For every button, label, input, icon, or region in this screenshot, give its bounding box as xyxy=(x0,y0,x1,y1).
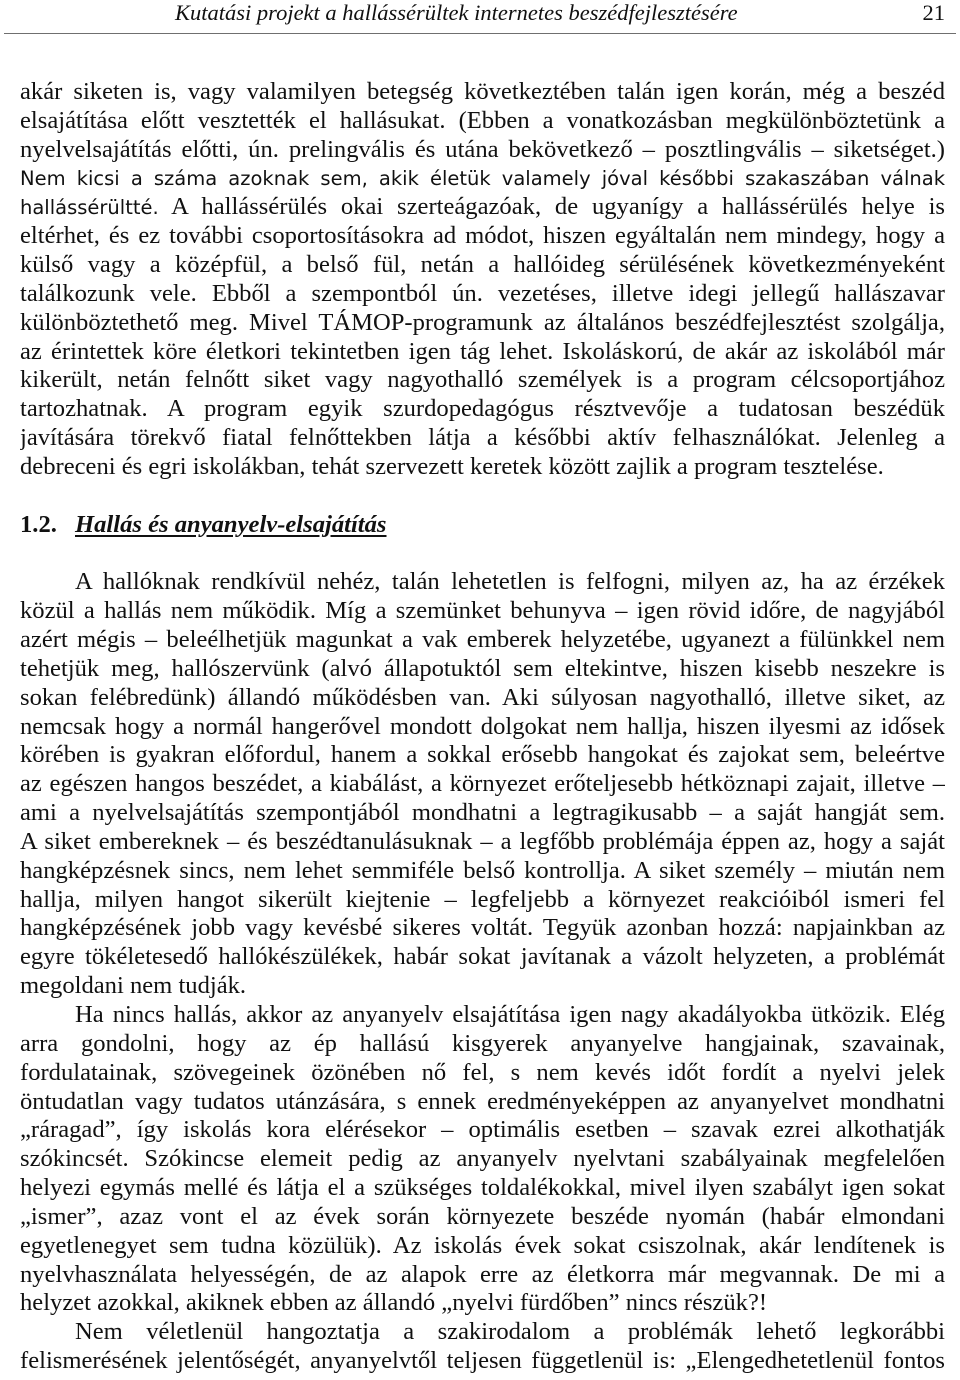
text-line: egyetlenegyet sem tudna közülük). Az iskolás évek sokat csiszolnak, akár lendítenek is xyxy=(20,1231,945,1259)
running-header-title: Kutatási projekt a hallássérültek internetes beszédfejlesztésére xyxy=(175,0,738,25)
paragraph xyxy=(20,568,945,1001)
text-line: tartozhatnak. A program egyik szurdopedagógus résztvevője a tudatosan beszédük xyxy=(20,395,945,423)
text-line: kikerült, netán felnőtt siket vagy nagyothalló személyek is a program célcsoportjához xyxy=(20,366,945,394)
text-line: Nem kicsi a száma azoknak sem, akik életük valamely jóval későbbi szakaszában válnak xyxy=(20,166,945,190)
text-line: helyezi egymás mellé és látja el a szükséges toldalékokkal, mivel ilyen szabályt igen sokat xyxy=(20,1174,945,1202)
text-line: elsajátítása előtt vesztették el hallásukat. (Ebben a vonatkozásban megkülönböztetünk a xyxy=(20,106,945,134)
text-line: tehetjük meg, hallószervünk (alvó állapotuktól sem eltekintve, hiszen kisebb neszekre is xyxy=(20,654,945,682)
paragraph xyxy=(20,1318,945,1376)
header-rule xyxy=(4,33,956,34)
text-line: A siket embereknek – és beszédtanulásuknak – a legfőbb problémája éppen az, hogy a saját xyxy=(20,827,945,855)
running-header xyxy=(0,0,960,34)
text-line: külső vagy a középfül, a belső fül, netán a hallóideg sérülésének következményeként xyxy=(20,251,945,279)
section-title: Hallás és anyanyelv-elsajátítás xyxy=(75,510,387,538)
text-line: az érintettek köre életkori tekintetben igen tág lehet. Iskoláskorú, de akár az iskolából már xyxy=(20,337,945,365)
text-line: nyelvhasználata helyességén, de az alapok erre az életkorra már megvannak. De mi a xyxy=(20,1260,945,1288)
text-line: debreceni és egri iskolákban, tehát szervezett keretek között zajlik a program tesztelése. xyxy=(20,452,884,480)
text-line: találkozunk vele. Ebből a szempontból ún. vezetéses, illetve idegi jellegű hallászavar xyxy=(20,279,945,307)
text-line: szókincsét. Szókincse elemeit pedig az anyanyelv nyelvtani szabályainak megfelelően xyxy=(20,1145,945,1173)
section-heading xyxy=(20,511,945,540)
text-line: különböztethető meg. Mivel TÁMOP-programunk az általános beszédfejlesztést szolgálja, xyxy=(20,308,945,336)
text-line: helyzet azokkal, akiknek ebben az állandó „nyelvi fürdőben” nincs részük?! xyxy=(20,1289,768,1317)
text-line: javítására törekvő fiatal felnőttekben látja a későbbi aktív felhasználókat. Jelenleg a xyxy=(20,424,945,452)
text-line: felismerésének jelentőségét, anyanyelvtől teljesen függetlenül is: „Elengedhetetlenül fontos xyxy=(20,1347,945,1375)
text-line: nemcsak hogy a normál hangerővel mondott dolgokat nem hallja, hiszen ilyesmi az idősek xyxy=(20,712,945,740)
page-number: 21 xyxy=(922,0,945,25)
text-line: akár siketen is, vagy valamilyen betegség következtében talán igen korán, még a beszéd xyxy=(20,78,945,105)
text-line: az egészen hangos beszédet, a kiabálást, a környezet erőteljesebb hétköznapi zajait, illetve – xyxy=(20,770,945,798)
text-line: közül a hallás nem működik. Míg a szemünket behunyva – igen rövid időre, de nagyjából xyxy=(20,597,945,625)
text-line: megoldani nem tudják. xyxy=(20,972,247,1000)
text-line: hallja, milyen hangot sikerült kiejtenie – legfeljebb a környezet reakcióiból ismeri fel xyxy=(20,885,945,913)
paragraph-spacing xyxy=(20,482,945,511)
text-line: azért mégis – beleélhetjük magunkat a vak emberek helyzetébe, ugyanezt a fülünkkel nem xyxy=(20,626,945,654)
text-line: sokan felébredünk) állandó működésben van. Aki súlyosan nagyothalló, illetve siket, az xyxy=(20,683,945,711)
text-line: fordulatainak, szövegeinek özönében nő fel, s nem kevés időt fordít a nyelvi jelek xyxy=(20,1058,945,1086)
text-line: öntudatlan vagy tudatos utánzására, s ennek eredményeképpen az anyanyelvet mondhatni xyxy=(20,1087,945,1115)
section-number: 1.2. xyxy=(20,510,57,538)
text-line: hangképzésnek sincs, nem lehet semmiféle belső kontrollja. A siket személy – miután nem xyxy=(20,856,945,884)
text-line xyxy=(20,193,945,222)
text-line: ami a nyelvelsajátítás szempontjából mondhatni a legtragikusabb – a saját hangját sem. xyxy=(20,799,945,827)
text-run: hallássérültté. xyxy=(20,196,159,220)
text-line: hangképzésének jobb vagy kevésbé sikeres voltát. Tegyük azonban hozzá: napjainkban az xyxy=(20,914,945,942)
text-line: „ismer”, azaz vont el az évek során környezete beszéde nyomán (habár elmondani xyxy=(20,1202,945,1230)
paragraph xyxy=(20,1001,945,1318)
text-line: Ha nincs hallás, akkor az anyanyelv elsajátítása igen nagy akadályokba ütközik. Elég xyxy=(75,1001,945,1028)
body-text xyxy=(20,78,945,1376)
paragraph xyxy=(20,78,945,482)
text-line: körében is gyakran előfordul, hanem a sokkal erősebb hangokat és zajokat sem, beleértve xyxy=(20,741,945,769)
text-line: eltérhet, és ez további csoportosításokra ad módot, hiszen egyáltalán nem mindegy, hogy a xyxy=(20,222,945,250)
text-line: A hallóknak rendkívül nehéz, talán lehetetlen is felfogni, milyen az, ha az érzékek xyxy=(75,568,945,596)
paragraph-spacing xyxy=(20,540,945,569)
text-line: arra gondolni, hogy az ép hallású kisgyerek anyanyelve hangjainak, szavainak, xyxy=(20,1029,945,1057)
text-line: egyre tökéletesedő hallókészülékek, habár sokat javítanak a vázolt helyzeten, a problémát xyxy=(20,943,945,971)
text-line: Nem véletlenül hangoztatja a szakirodalom a problémák lehető legkorábbi xyxy=(75,1318,945,1346)
text-run: A hallássérülés okai szerteágazóak, de ugyanígy a hallássérülés helye is xyxy=(171,193,945,221)
text-line: nyelvelsajátítás előtti, ún. prelingvális és utána bekövetkező – posztlingvális – siketséget.) xyxy=(20,135,945,163)
text-line: „ráragad”, így iskolás kora elérésekor – optimális esetben – szavak ezrei alkothatják xyxy=(20,1116,945,1144)
